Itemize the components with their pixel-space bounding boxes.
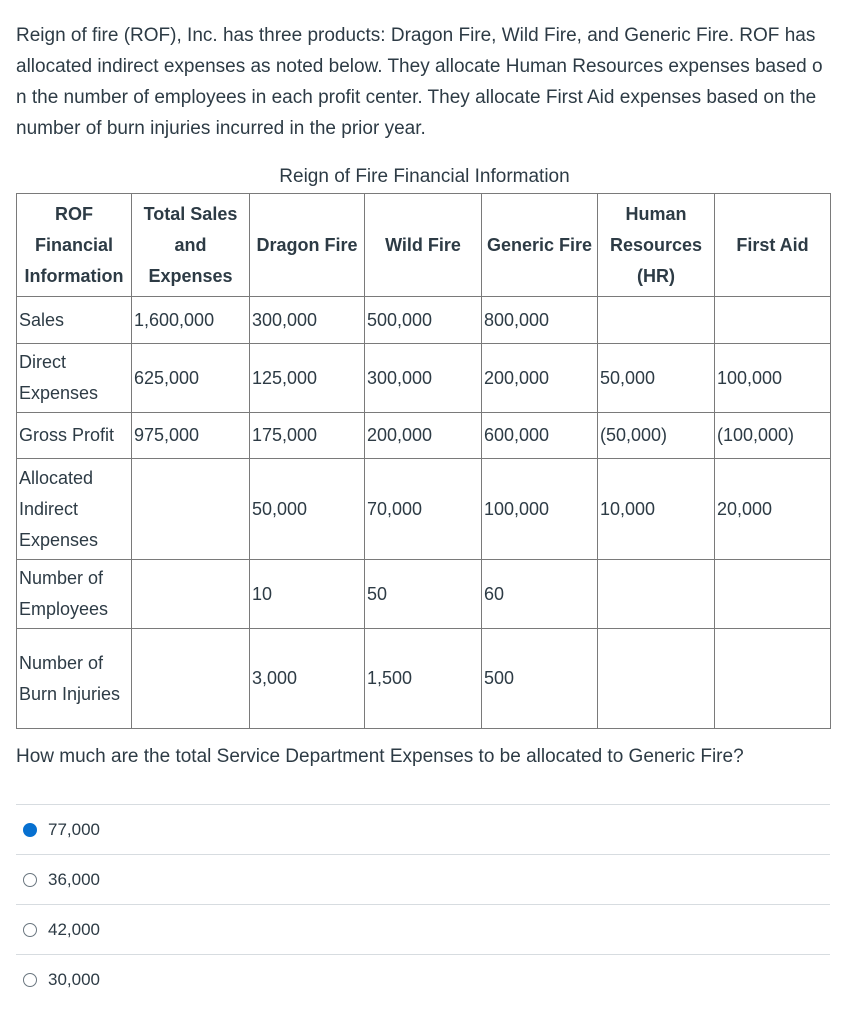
table-cell: 100,000 — [482, 459, 598, 560]
table-cell: Allocated Indirect Expenses — [17, 459, 132, 560]
answer-list — [16, 804, 830, 1004]
table-cell — [132, 560, 250, 629]
header-rof-financial-information: ROF Financial Information — [17, 194, 132, 297]
table-cell: 300,000 — [250, 297, 365, 344]
header-human-resources: Human Resources (HR) — [598, 194, 715, 297]
table-cell: 500,000 — [365, 297, 482, 344]
table-cell: (100,000) — [715, 413, 831, 459]
table-row-allocated-indirect-expenses — [17, 459, 831, 560]
financial-table — [16, 193, 831, 729]
table-cell — [715, 629, 831, 729]
table-cell — [715, 560, 831, 629]
table-cell: 125,000 — [250, 344, 365, 413]
header-total-sales-and-expenses: Total Sales and Expenses — [132, 194, 250, 297]
table-row-number-of-employees — [17, 560, 831, 629]
table-cell: 200,000 — [482, 344, 598, 413]
table-cell: 500 — [482, 629, 598, 729]
table-cell — [715, 297, 831, 344]
question-intro: Reign of fire (ROF), Inc. has three products: Dragon Fire, Wild Fire, and Generic Fire. ROF has allocated indirect expenses as noted below. They allocate Human Resources expenses based on the number of employees in each profit center. They allocate First Aid expenses based on the number of burn injuries incurred in the prior year. — [16, 25, 823, 139]
answer-option-2[interactable] — [16, 854, 830, 904]
answer-label: 36,000 — [48, 869, 100, 889]
table-cell: 800,000 — [482, 297, 598, 344]
table-row-sales — [17, 297, 831, 344]
table-cell: (50,000) — [598, 413, 715, 459]
table-cell: 100,000 — [715, 344, 831, 413]
table-cell: 70,000 — [365, 459, 482, 560]
table-cell: 300,000 — [365, 344, 482, 413]
table-cell: 50 — [365, 560, 482, 629]
table-cell: Gross Profit — [17, 413, 132, 459]
table-cell: 60 — [482, 560, 598, 629]
header-first-aid: First Aid — [715, 194, 831, 297]
table-row-number-of-burn-injuries — [17, 629, 831, 729]
radio-button-icon[interactable] — [23, 873, 37, 887]
table-cell — [598, 560, 715, 629]
table-cell: 1,500 — [365, 629, 482, 729]
table-cell: Number of Employees — [17, 560, 132, 629]
header-dragon-fire: Dragon Fire — [250, 194, 365, 297]
answer-option-1[interactable] — [16, 804, 830, 854]
table-cell — [598, 629, 715, 729]
header-wild-fire: Wild Fire — [365, 194, 482, 297]
table-cell: 975,000 — [132, 413, 250, 459]
table-cell: 10,000 — [598, 459, 715, 560]
header-generic-fire: Generic Fire — [482, 194, 598, 297]
radio-button-icon[interactable] — [23, 973, 37, 987]
table-title: Reign of Fire Financial Information — [279, 166, 570, 187]
table-cell: Number of Burn Injuries — [17, 629, 132, 729]
answer-label: 42,000 — [48, 919, 100, 939]
table-cell: 175,000 — [250, 413, 365, 459]
table-cell: 3,000 — [250, 629, 365, 729]
radio-button-icon[interactable] — [23, 823, 37, 837]
table-cell: 200,000 — [365, 413, 482, 459]
table-row-direct-expenses — [17, 344, 831, 413]
question-text: How much are the total Service Department Expenses to be allocated to Generic Fire? — [16, 746, 744, 767]
radio-button-icon[interactable] — [23, 923, 37, 937]
table-cell: 10 — [250, 560, 365, 629]
table-cell: 625,000 — [132, 344, 250, 413]
answer-label: 77,000 — [48, 819, 100, 839]
table-cell: 1,600,000 — [132, 297, 250, 344]
table-row-gross-profit — [17, 413, 831, 459]
table-cell: 600,000 — [482, 413, 598, 459]
answer-option-4[interactable] — [16, 954, 830, 1004]
table-cell — [132, 629, 250, 729]
table-cell: 50,000 — [598, 344, 715, 413]
answer-label: 30,000 — [48, 969, 100, 989]
table-cell: Direct Expenses — [17, 344, 132, 413]
table-cell — [132, 459, 250, 560]
table-cell — [598, 297, 715, 344]
table-header-row — [17, 194, 831, 297]
table-cell: 20,000 — [715, 459, 831, 560]
answer-option-3[interactable] — [16, 904, 830, 954]
table-cell: Sales — [17, 297, 132, 344]
table-cell: 50,000 — [250, 459, 365, 560]
